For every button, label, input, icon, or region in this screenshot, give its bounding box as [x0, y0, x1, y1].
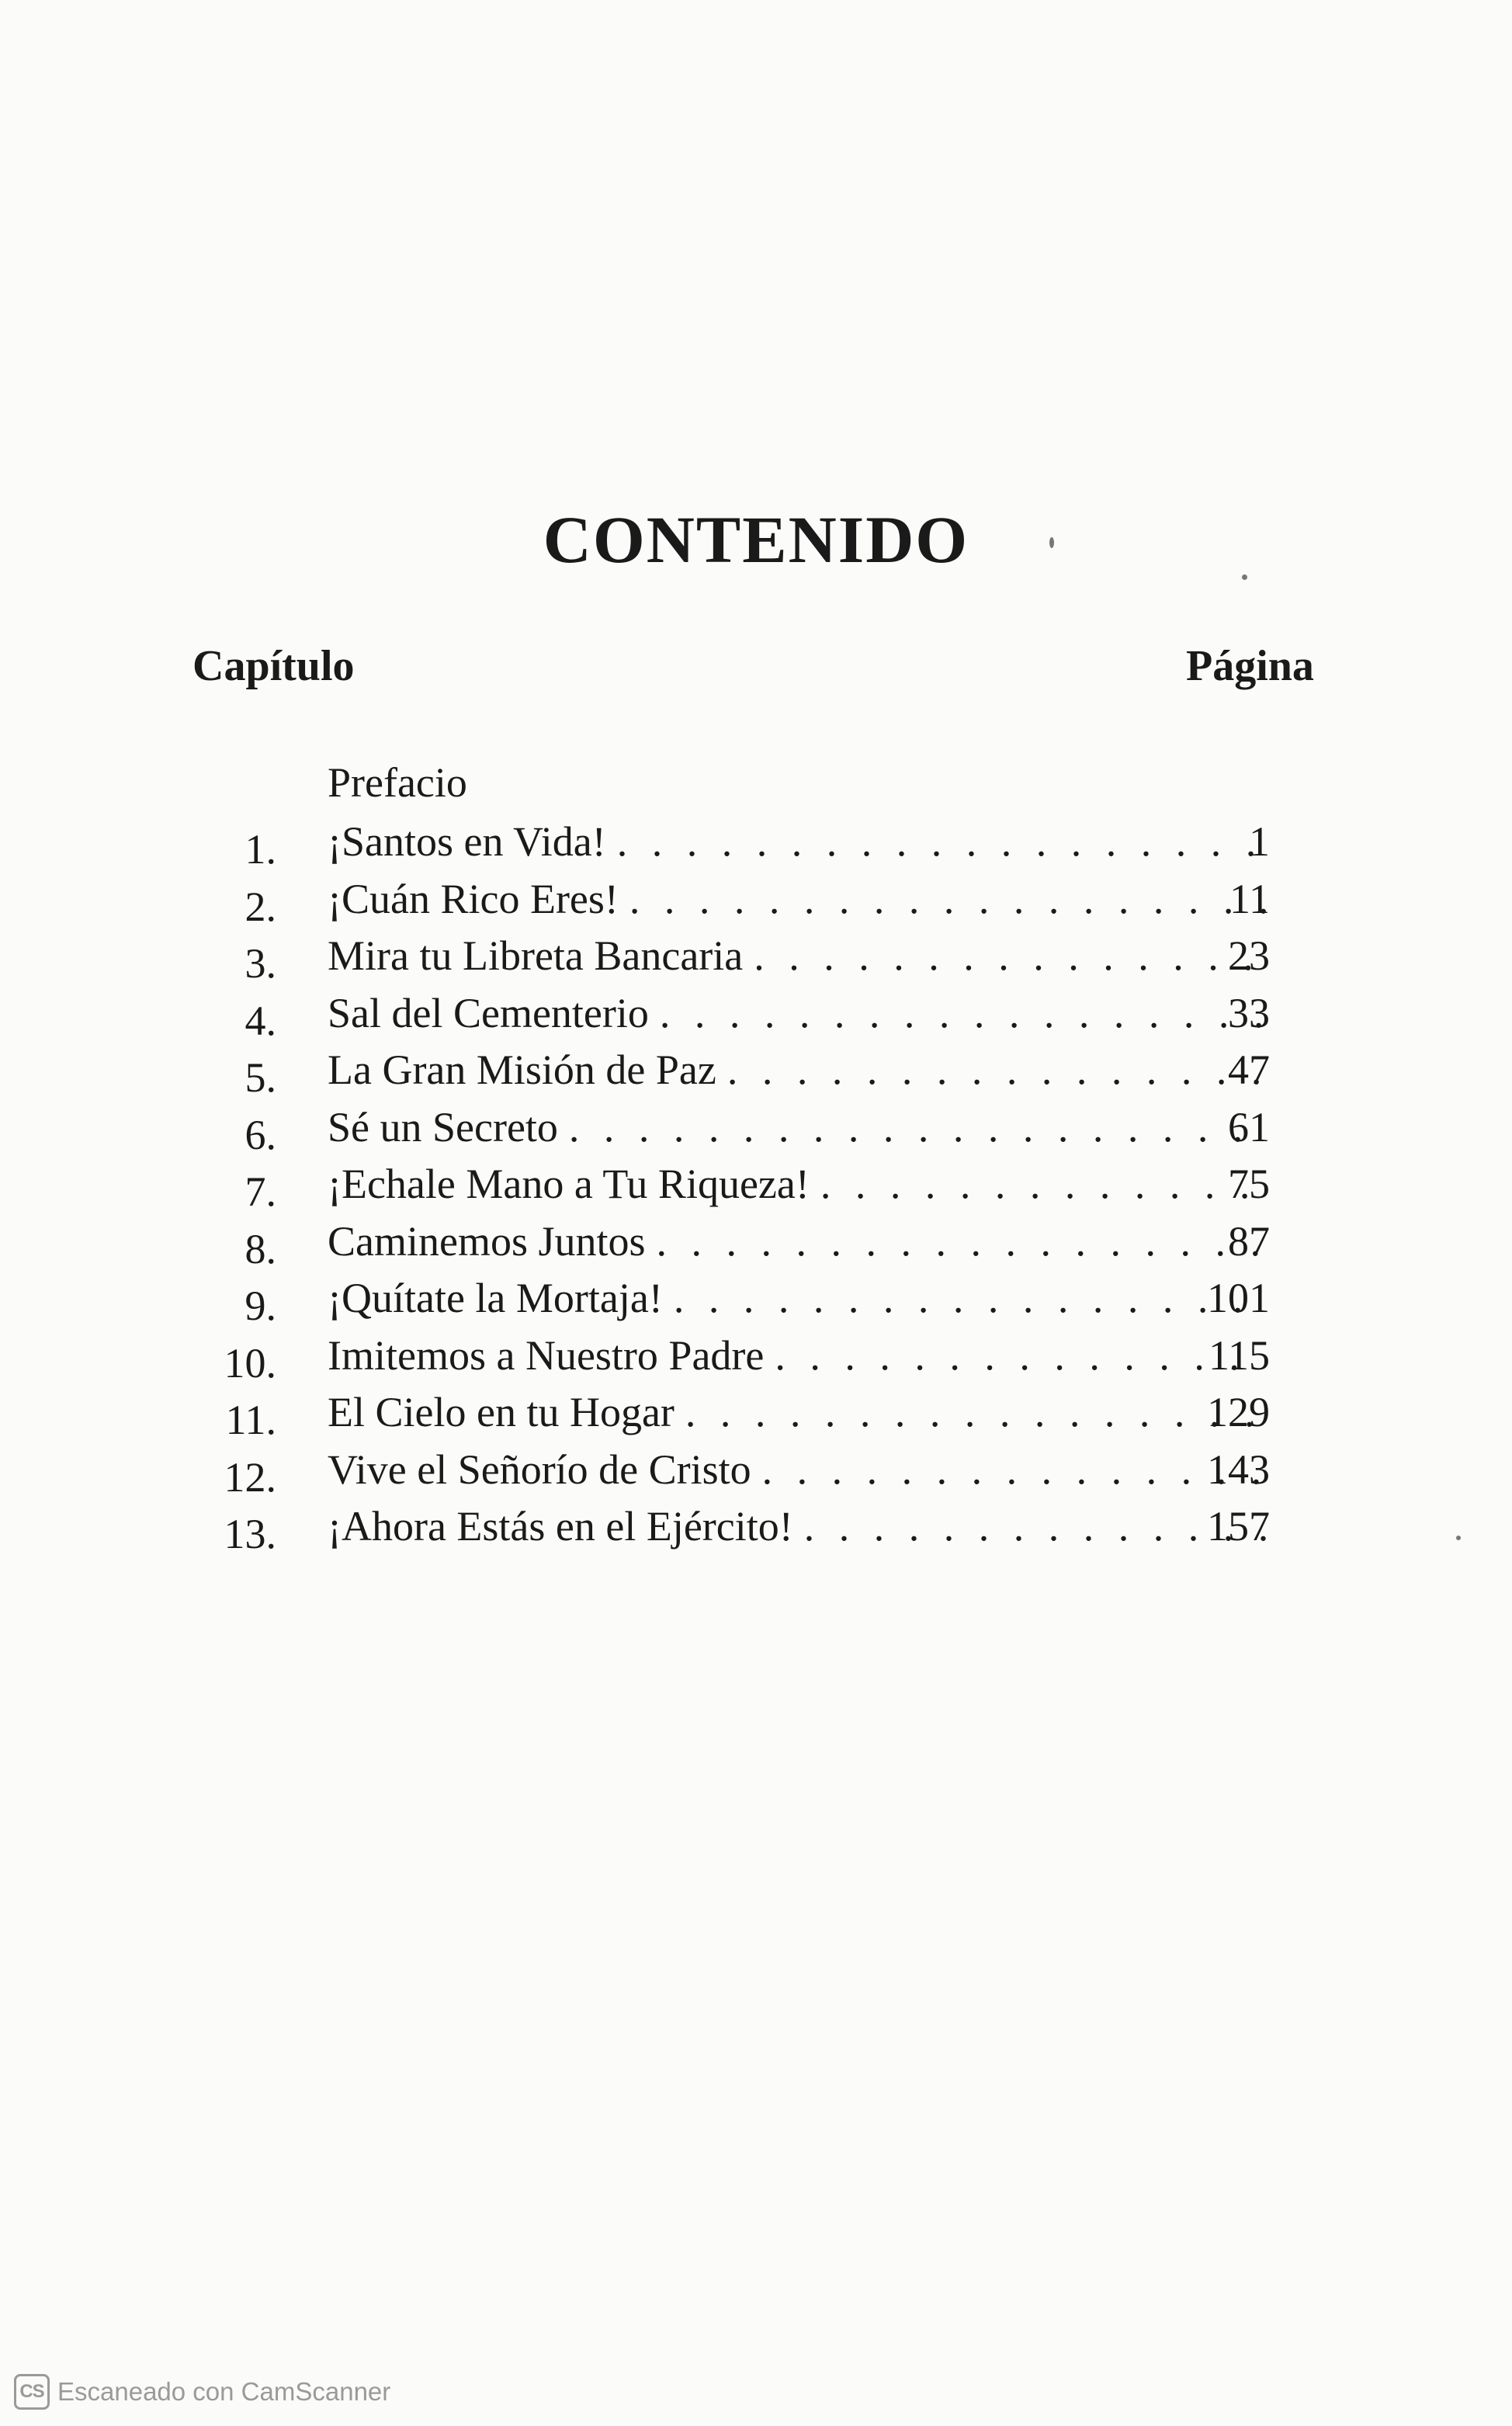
preface-entry: Prefacio	[328, 759, 467, 806]
toc-row	[0, 928, 1512, 987]
camscanner-logo: CS	[14, 2374, 50, 2410]
toc-row	[0, 1156, 1512, 1213]
toc-leader-line	[328, 1328, 1267, 1384]
page-number: 75	[1228, 1161, 1270, 1207]
toc-leader-line	[328, 1042, 1267, 1098]
toc-leader-line	[328, 1213, 1267, 1270]
page-number: 33	[1228, 989, 1270, 1036]
chapter-number: 10.	[224, 1339, 276, 1387]
toc-row	[0, 1213, 1512, 1270]
page-number: 47	[1228, 1046, 1270, 1093]
toc-leader-line	[328, 1099, 1267, 1156]
dot-leader	[727, 1042, 1267, 1098]
dot-leader	[657, 1213, 1267, 1270]
chapter-title: La Gran Misión de Paz	[328, 1042, 727, 1098]
toc-row	[0, 871, 1512, 928]
page-number: 87	[1228, 1217, 1270, 1265]
chapter-number: 11.	[225, 1397, 276, 1443]
page-number: 115	[1209, 1331, 1270, 1379]
chapter-number: 13.	[224, 1511, 276, 1557]
chapter-number: 8.	[244, 1225, 276, 1272]
toc-row	[0, 1442, 1512, 1501]
chapter-title: El Cielo en tu Hogar	[328, 1384, 685, 1441]
dot-leader	[685, 1384, 1267, 1441]
page-column-header: Página	[1186, 642, 1314, 690]
page-title: CONTENIDO	[543, 502, 969, 577]
watermark-text: Escaneado con CamScanner	[57, 2377, 391, 2406]
toc-leader-line	[328, 928, 1267, 984]
chapter-title: ¡Echale Mano a Tu Riqueza!	[328, 1156, 820, 1213]
chapter-title: ¡Santos en Vida!	[328, 814, 617, 870]
page-number: 23	[1228, 932, 1270, 979]
page-number: 61	[1228, 1103, 1270, 1151]
chapter-title: Sal del Cementerio	[328, 985, 660, 1042]
toc-leader-line	[328, 871, 1267, 928]
toc-row	[0, 1099, 1512, 1156]
chapter-title: Imitemos a Nuestro Padre	[328, 1328, 775, 1384]
chapter-title: Sé un Secreto	[328, 1099, 569, 1156]
chapter-title: Caminemos Juntos	[328, 1213, 657, 1270]
dot-leader	[660, 985, 1267, 1042]
toc-leader-line	[328, 1270, 1267, 1327]
page-number: 101	[1207, 1275, 1270, 1321]
chapter-number: 9.	[244, 1282, 276, 1329]
scan-speck	[1049, 537, 1054, 548]
scan-speck	[1456, 1536, 1461, 1540]
toc-leader-line	[328, 1442, 1267, 1498]
chapter-number: 6.	[244, 1111, 276, 1158]
dot-leader	[569, 1099, 1267, 1156]
chapter-number: 2.	[244, 883, 276, 930]
chapter-number: 3.	[244, 940, 276, 987]
chapter-title: ¡Ahora Estás en el Ejército!	[328, 1498, 804, 1555]
chapter-column-header: Capítulo	[192, 642, 355, 690]
page-number: 157	[1207, 1503, 1270, 1550]
dot-leader	[617, 814, 1267, 870]
chapter-title: ¡Quítate la Mortaja!	[328, 1270, 674, 1327]
chapter-title: Mira tu Libreta Bancaria	[328, 928, 754, 984]
chapter-title: Vive el Señorío de Cristo	[328, 1442, 762, 1498]
toc-leader-line	[328, 814, 1267, 870]
page-number: 129	[1207, 1389, 1270, 1435]
dot-leader	[629, 871, 1267, 928]
toc-leader-line	[328, 985, 1267, 1042]
toc-row	[0, 1498, 1512, 1555]
page-number: 11	[1229, 875, 1270, 922]
toc-row	[0, 985, 1512, 1042]
toc-leader-line	[328, 1498, 1267, 1555]
toc-row	[0, 814, 1512, 873]
toc-row	[0, 1328, 1512, 1387]
chapter-number: 5.	[244, 1054, 276, 1101]
chapter-title: ¡Cuán Rico Eres!	[328, 871, 629, 928]
toc-leader-line	[328, 1156, 1267, 1213]
chapter-number: 12.	[224, 1453, 276, 1501]
toc-row	[0, 1042, 1512, 1101]
toc-leader-line	[328, 1384, 1267, 1441]
page-number: 1	[1249, 818, 1270, 865]
toc-row	[0, 1270, 1512, 1327]
chapter-number: 4.	[244, 997, 276, 1044]
chapter-number: 7.	[244, 1168, 276, 1215]
scanner-watermark	[14, 2372, 390, 2412]
toc-row	[0, 1384, 1512, 1441]
dot-leader	[674, 1270, 1267, 1327]
chapter-number: 1.	[244, 826, 276, 873]
scan-speck	[1242, 574, 1247, 580]
page-number: 143	[1207, 1446, 1270, 1493]
